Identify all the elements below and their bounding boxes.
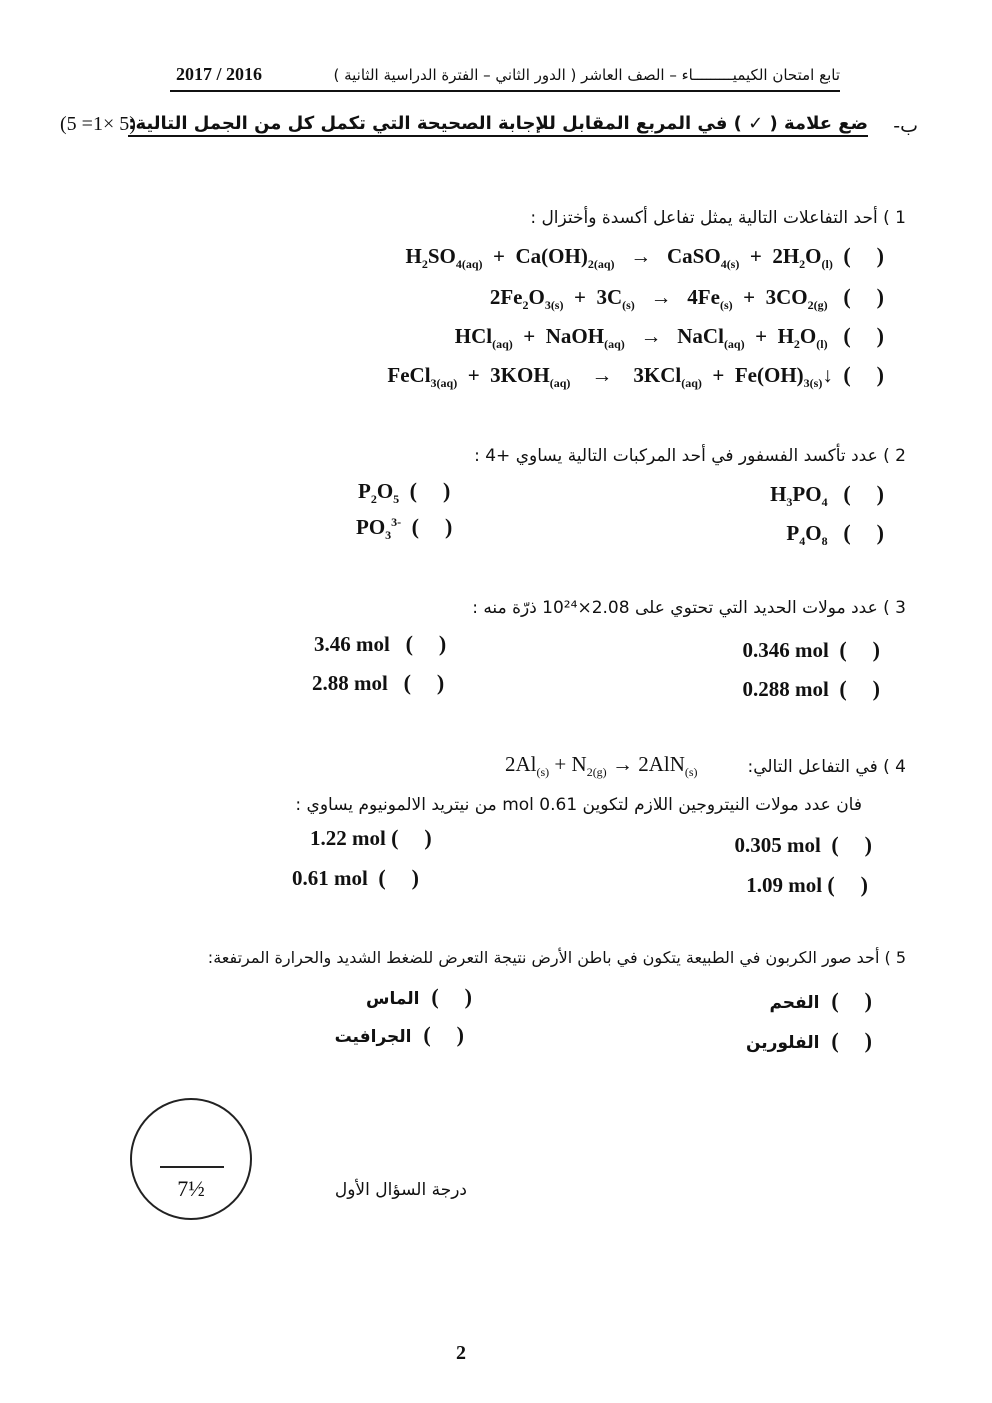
q2-option-h3po4-checkbox[interactable]: ( ) <box>843 481 884 506</box>
q2-option-p2o5: $P_2O_5$ ( ) <box>358 478 451 507</box>
exam-title: تابع امتحان الكيميـــــــــاء – الصف العاشر ( الدور الثاني – الفترة الدراسية الثانية ) <box>333 66 840 84</box>
question-text: أحد التفاعلات التالية يمثل تفاعل أكسدة وأختزال : <box>530 208 878 228</box>
q2-option-p2o5-checkbox[interactable]: ( ) <box>409 478 451 503</box>
q5-option-1: () الفحم <box>769 988 872 1013</box>
q3-option-3-checkbox[interactable]: ( ) <box>839 676 880 701</box>
q2-option-po3-checkbox[interactable]: ( ) <box>411 514 453 539</box>
q1-option-2: $2Fe_2O_{3(s)} + 3C_{(s)} \to 4Fe_{(s)} + 3CO_{2(g)}$ ( ) <box>489 284 884 313</box>
section-marks: (5 =1× 5) <box>60 113 136 135</box>
score-value: 7½ <box>177 1176 205 1201</box>
question-number: 5 ) <box>884 948 906 967</box>
q2-option-h3po4: $H_3PO_4$ ( ) <box>770 481 884 510</box>
q4-option-3-checkbox[interactable]: ( ) <box>827 872 868 897</box>
q3-option-4: 2.88 mol ( ) <box>312 670 445 695</box>
page-number: 2 <box>456 1342 466 1364</box>
q4-option-2-checkbox[interactable]: ( ) <box>391 825 432 850</box>
question-text: عدد تأكسد الفسفور في أحد المركبات التالية يساوي +4 : <box>474 446 878 466</box>
question-1 <box>530 208 906 228</box>
q3-option-2-checkbox[interactable]: ( ) <box>405 631 447 656</box>
q4-option-3: 1.09 mol ( ) <box>746 872 868 897</box>
q1-option-1-checkbox[interactable]: ( ) <box>843 243 884 268</box>
q1-option-2-checkbox[interactable]: ( ) <box>843 284 884 309</box>
question-number: 4 ) <box>883 757 906 777</box>
q1-option-4: FeCl$_{3(aq)}$ + $3KOH_{(aq)}$ → $3KCl_{(aq)} + Fe(OH)_{3(s)}↓$ ( ) <box>387 362 884 391</box>
q5-option-3: () الفلورين <box>745 1028 872 1053</box>
exam-year: 2017 / 2016 <box>176 64 263 84</box>
q1-option-3-checkbox[interactable]: ( ) <box>843 323 884 348</box>
q3-option-1: 0.346 mol ( ) <box>742 637 880 662</box>
question-2 <box>474 446 906 466</box>
question-5 <box>208 948 906 967</box>
q4-option-2: 1.22 mol ( ) <box>310 825 432 850</box>
score-label: درجة السؤال الأول <box>334 1180 467 1200</box>
q5-option-4-checkbox[interactable]: () <box>423 1022 464 1047</box>
question-number: 3 ) <box>883 598 906 618</box>
q4-option-4-checkbox[interactable]: ( ) <box>378 865 419 890</box>
q4-option-1-checkbox[interactable]: ( ) <box>831 832 872 857</box>
q3-option-3: 0.288 mol ( ) <box>742 676 880 701</box>
q4-text-2: فان عدد مولات النيتروجين اللازم لتكوين 0.61 mol من نيتريد الالمونيوم يساوي : <box>295 795 862 815</box>
score-divider <box>160 1166 224 1168</box>
question-number: 2 ) <box>883 446 906 466</box>
score-circle <box>130 1098 252 1220</box>
section-label: ب- <box>893 115 918 137</box>
q5-option-1-checkbox[interactable]: () <box>831 988 872 1013</box>
q1-option-1: $H_2SO_{4(aq)} + Ca(OH)_{2(aq)}$ → CaSO$_{4(s)}$ + $2H_2O_{(l)}$ ( ) <box>405 243 884 272</box>
q4-reaction: $2Al_{(s)} + N_{2(g)} \to 2AlN_{(s)}$ <box>505 752 698 780</box>
q5-option-2: () الماس <box>366 984 472 1009</box>
question-text: عدد مولات الحديد التي تحتوي على 2.08×10²⁴ ذرّة منه : <box>472 598 878 618</box>
q4-option-1: 0.305 mol ( ) <box>734 832 872 857</box>
q5-option-4: () الجرافيت <box>334 1022 464 1047</box>
q2-option-po3: $PO_3^{3-}$ ( ) <box>356 514 453 543</box>
q4-option-4: 0.61 mol ( ) <box>292 865 419 890</box>
question-text: في التفاعل التالي: <box>747 757 878 777</box>
question-3 <box>472 598 906 618</box>
header-bar <box>170 66 840 92</box>
question-number: 1 ) <box>883 208 906 228</box>
q1-option-4-checkbox[interactable]: ( ) <box>843 362 884 387</box>
question-4 <box>747 757 906 777</box>
section-instruction: ضع علامة ( ✓ ) في المربع المقابل للإجابة الصحيحة التي تكمل كل من الجمل التالية: <box>128 113 868 137</box>
q3-option-4-checkbox[interactable]: ( ) <box>403 670 445 695</box>
question-text: أحد صور الكربون في الطبيعة يتكون في باطن الأرض نتيجة التعرض للضغط الشديد والحرارة المرتفعة: <box>207 948 880 967</box>
q2-option-p4o8: $P_4O_8$ ( ) <box>786 520 884 549</box>
q5-option-3-checkbox[interactable]: () <box>831 1028 872 1053</box>
q3-option-2: 3.46 mol ( ) <box>314 631 447 656</box>
q2-option-p4o8-checkbox[interactable]: ( ) <box>843 520 884 545</box>
q5-option-2-checkbox[interactable]: () <box>431 984 472 1009</box>
q1-option-3: HCl$_{(aq)}$ + NaOH$_{(aq)}$ → NaCl$_{(aq)}$ + $H_2O_{(l)}$ ( ) <box>454 323 884 352</box>
q3-option-1-checkbox[interactable]: ( ) <box>839 637 880 662</box>
